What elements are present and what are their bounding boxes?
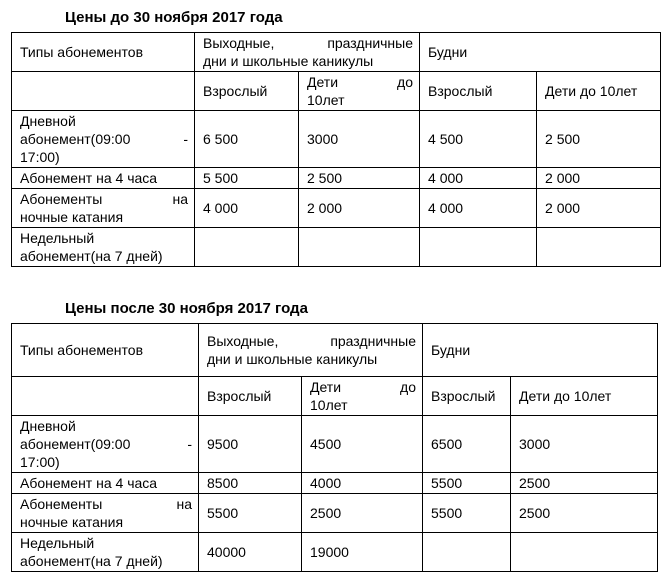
pass-type-cell: Недельный абонемент(на 7 дней) — [12, 533, 199, 572]
table-row-4hour-pass — [12, 168, 661, 189]
pass-type-cell: Абонементы на ночные катания — [12, 189, 195, 228]
price-cell-adult-weekday: 4 000 — [420, 168, 537, 189]
table-title-after: Цены после 30 ноября 2017 года — [65, 300, 308, 317]
weekend-group-header-cell: Выходные, праздничные дни и школьные каникулы — [199, 324, 423, 377]
adult-weekday-header-cell: Взрослый — [423, 377, 511, 416]
price-cell-adult-weekday: 4 500 — [420, 111, 537, 168]
table-row-day-pass — [12, 111, 661, 168]
header-row-groups — [12, 324, 658, 377]
price-cell-child-weekend: 2 000 — [299, 189, 420, 228]
empty-header-cell — [12, 377, 199, 416]
price-cell-child-weekend: 4000 — [302, 473, 423, 494]
price-table-after — [11, 323, 658, 572]
price-cell-child-weekday: 2 500 — [537, 111, 661, 168]
adult-weekend-header-cell: Взрослый — [195, 72, 299, 111]
price-cell-child-weekday: 2 000 — [537, 189, 661, 228]
table-title-before: Цены до 30 ноября 2017 года — [65, 9, 283, 26]
table-row-night-pass — [12, 494, 658, 533]
pass-types-header-cell: Типы абонементов — [12, 324, 199, 377]
pass-type-cell: Абонемент на 4 часа — [12, 473, 199, 494]
child-weekday-header-cell: Дети до 10лет — [537, 72, 661, 111]
pass-type-cell: Недельный абонемент(на 7 дней) — [12, 228, 195, 267]
price-cell-child-weekday — [537, 228, 661, 267]
price-cell-adult-weekday — [420, 228, 537, 267]
empty-header-cell — [12, 72, 195, 111]
price-cell-child-weekend: 3000 — [299, 111, 420, 168]
price-cell-child-weekend: 19000 — [302, 533, 423, 572]
price-cell-adult-weekend: 6 500 — [195, 111, 299, 168]
table-row-night-pass — [12, 189, 661, 228]
price-cell-child-weekend: 2 500 — [299, 168, 420, 189]
price-cell-adult-weekday: 6500 — [423, 416, 511, 473]
price-cell-adult-weekend: 9500 — [199, 416, 302, 473]
adult-weekend-header-cell: Взрослый — [199, 377, 302, 416]
weekend-group-header-cell: Выходные, праздничные дни и школьные каникулы — [195, 33, 420, 72]
price-cell-adult-weekend: 5 500 — [195, 168, 299, 189]
price-cell-adult-weekend: 4 000 — [195, 189, 299, 228]
pass-type-cell: Дневной абонемент(09:00 - 17:00) — [12, 111, 195, 168]
pass-type-cell: Дневной абонемент(09:00 - 17:00) — [12, 416, 199, 473]
price-cell-adult-weekday: 5500 — [423, 494, 511, 533]
table-row-week-pass — [12, 533, 658, 572]
price-cell-child-weekday: 2500 — [511, 473, 658, 494]
weekday-group-header-cell: Будни — [420, 33, 661, 72]
price-cell-adult-weekend: 5500 — [199, 494, 302, 533]
price-cell-adult-weekday: 5500 — [423, 473, 511, 494]
header-row-subcolumns — [12, 72, 661, 111]
price-cell-adult-weekend: 40000 — [199, 533, 302, 572]
adult-weekday-header-cell: Взрослый — [420, 72, 537, 111]
child-weekend-header-cell: Дети до 10лет — [299, 72, 420, 111]
price-cell-child-weekend — [299, 228, 420, 267]
price-cell-child-weekday: 3000 — [511, 416, 658, 473]
table-row-4hour-pass — [12, 473, 658, 494]
price-cell-adult-weekend — [195, 228, 299, 267]
price-table-before — [11, 32, 661, 267]
price-cell-child-weekend: 4500 — [302, 416, 423, 473]
weekday-group-header-cell: Будни — [423, 324, 658, 377]
header-row-subcolumns — [12, 377, 658, 416]
table-row-day-pass — [12, 416, 658, 473]
price-cell-adult-weekday — [423, 533, 511, 572]
price-cell-child-weekday: 2500 — [511, 494, 658, 533]
child-weekend-header-cell: Дети до 10лет — [302, 377, 423, 416]
table-row-week-pass — [12, 228, 661, 267]
price-cell-child-weekday: 2 000 — [537, 168, 661, 189]
child-weekday-header-cell: Дети до 10лет — [511, 377, 658, 416]
header-row-groups — [12, 33, 661, 72]
price-cell-child-weekend: 2500 — [302, 494, 423, 533]
price-cell-child-weekday — [511, 533, 658, 572]
price-cell-adult-weekend: 8500 — [199, 473, 302, 494]
pass-type-cell: Абонементы на ночные катания — [12, 494, 199, 533]
price-cell-adult-weekday: 4 000 — [420, 189, 537, 228]
pass-types-header-cell: Типы абонементов — [12, 33, 195, 72]
pass-type-cell: Абонемент на 4 часа — [12, 168, 195, 189]
